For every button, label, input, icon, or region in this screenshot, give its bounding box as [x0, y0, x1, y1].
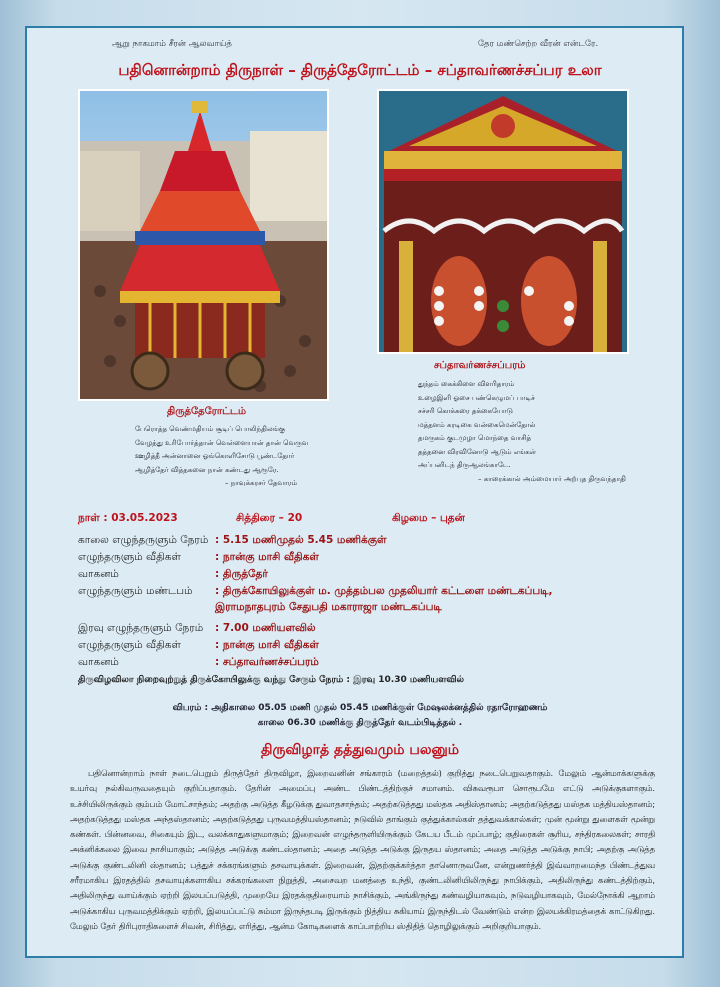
- tamil-month-day: சித்திரை – 20: [236, 512, 303, 524]
- ther-photo: [78, 89, 329, 401]
- sapparam-photo: [377, 89, 629, 354]
- header-right-text: தேர மண்செற்ற வீரன் என்டரே.: [478, 39, 599, 49]
- page-title: பதினொன்றாம் திருநாள் – திருத்தேரோட்டம் – சப்தாவர்ணச்சப்பர உலா: [118, 61, 602, 79]
- sapparam-verse: துந்தம் கைக்கிளை விளரிதாரம் உழைஇளி ஓசை பண்கெழுமப் பாடிச் சச்சரி கொக்கரை தக்கையோடு மத்தளம் கரடிகை வன்கைமென்தோல் தமருகம் குடமுழா மொந்தை வாசித் தத்தனை விரவினோடு ஆடும் எங்கள் அப்பனிடந் திருஆலங்காடே. – காரைக்கால் அம்மையார் அற்புத திருவந்தாதி: [418, 380, 626, 483]
- sapparam-caption: சப்தாவர்ணச்சப்பரம்: [434, 360, 526, 371]
- sapparam-image: [379, 91, 627, 352]
- section-paragraph: பதினொன்றாம் நாள் நடைபெறும் திருத்தேர் திருவிழா, இறைவனின் சங்காரம் (மறைத்தல்) குறித்து நடைபெறுவதாகும். மேலும் ஆன்மாக்களுக்கு உயர்வு நல்கிவருவதையும் குறிப்பதாகும். தேரின் அமைப்பு அண்ட பிண்டத்திற்குச் சமானம். விசுவரூபா சொரூபமே எட்டு அடுக்குகளாகும். உச்சியிலிருக்கும் கும்பம் மோட்சாந்தம்; அதற்கு அடுத்த கீழடுக்கு துவாதசாந்தம்; அதற்கடுத்தது மஸ்தக அதிஸ்தானம்; அதற்கடுத்தது மஸ்தக மத்தியஸ்தானம்; அதற்கடுத்தது மஸ்தக அந்தஸ்தானம்; அதற்கடுத்தது புருவமத்தியஸ்தானம்; நடுவில் தாங்கும் குத்துக்கால்கள் தத்துவக்கால்கள்; முன் மூன்று துளைகள் மூன்று கண்கள். பின்னவை, சிகையும் இட, வலக்காதுகளுமாகும்; இறைவன் எழுந்தருளியிருக்கும் கேடய பீடம் முப்பாழ்; குதிரைகள் சூரிய, சந்திரகலைகள்; சாரதி அக்னிக்கலை இவை நாசியாகும்; அடுத்த அடுக்கு கண்டஸ்தானம்; அதை அடுத்த அடுக்கு இருதய ஸ்தானம்; அதை அடுத்த அடுக்கு நாபி; அதற்கு அடுத்த அடுக்கு குண்டலினி ஸ்தானம்; பத்துச் சக்கரங்களும் தசவாயுக்கள். இறைவன், இதற்குக்கர்த்தா தானொருவனே, என்றுணர்த்தி இவ்வாறமைந்த பிண்டத்துவ சரீரமாகிய இரதத்தில் தசவாயுக்களாகிய சக்கரங்களை நிறுத்தி, அசைவற மனத்தை உந்தி, குண்டலினியிலிருந்து நாபிக்கும், அதிலிருந்து கண்டத்திற்கும், அதிலிருந்து வாய்க்கும் ஏற்றி இலயப்படுத்தி, முறையே இரதக்குதிரையாம் நாசிக்கும், அங்கிருந்து கண்வழியாகவும், நடுவழியாகவும், மேல்நோக்கி ஆறாம் அடுக்காகிய புருவமத்திக்கும் ஏற்றி, இலயப்பட்டு சும்மா இருந்தபடி இருக்கும் நித்திய சுகியாய் இருந்திடல் வேண்டும் என்ற இலயக்கிரமத்தைக் காட்டுகிறது. மேலும் தேர் திரிபுராதிகளைச் சிவன், சிரித்து, எரித்து, ஆன்ம கோடிகளைக் காப்பாற்றிய ஸ்திதித் தொழிலுக்கும் அறிகுறியாகும்.: [70, 768, 655, 931]
- chariot-image: [80, 91, 327, 399]
- return-note: திருவிழவிலா நிறைவுற்றுத் திருக்கோயிலுக்கு வந்து சேரும் நேரம் : இரவு 10.30 மணியளவில்: [78, 675, 465, 685]
- section-heading: திருவிழாத் தத்துவமும் பலனும்: [261, 742, 459, 758]
- detail-line-2: காலை 06.30 மணிக்கு திருத்தேர் வடம்பிடித்தல் .: [257, 718, 463, 728]
- date: நாள் : 03.05.2023: [78, 512, 178, 524]
- detail-line-1: விபரம் : அதிகாலை 05.05 மணி முதல் 05.45 மணிக்குள் மேஷலக்னத்தில் ரதாரோஹணம்: [172, 703, 548, 713]
- header-left-text: ஆறு நாகமாம் சீரன் ஆலவாய்த்: [112, 39, 232, 49]
- ther-verse: பேரொத்த வெண்மதியம் சூடிப் பொலிந்திலங்கு வேழத்து உரிபோர்த்தான் வெள்ளையான் தான் வெருவ ஊழித்தீ அன்னானை ஓங்கொளிசோடு பூண்டதோர் ஆழித்தேர் வித்தகனை நான் கண்டது ஆரூரே. – நாவுக்கரசர் தேவாரம்: [135, 425, 309, 487]
- ther-caption: திருத்தேரோட்டம்: [167, 406, 247, 417]
- weekday: கிழமை – புதன்: [392, 512, 465, 524]
